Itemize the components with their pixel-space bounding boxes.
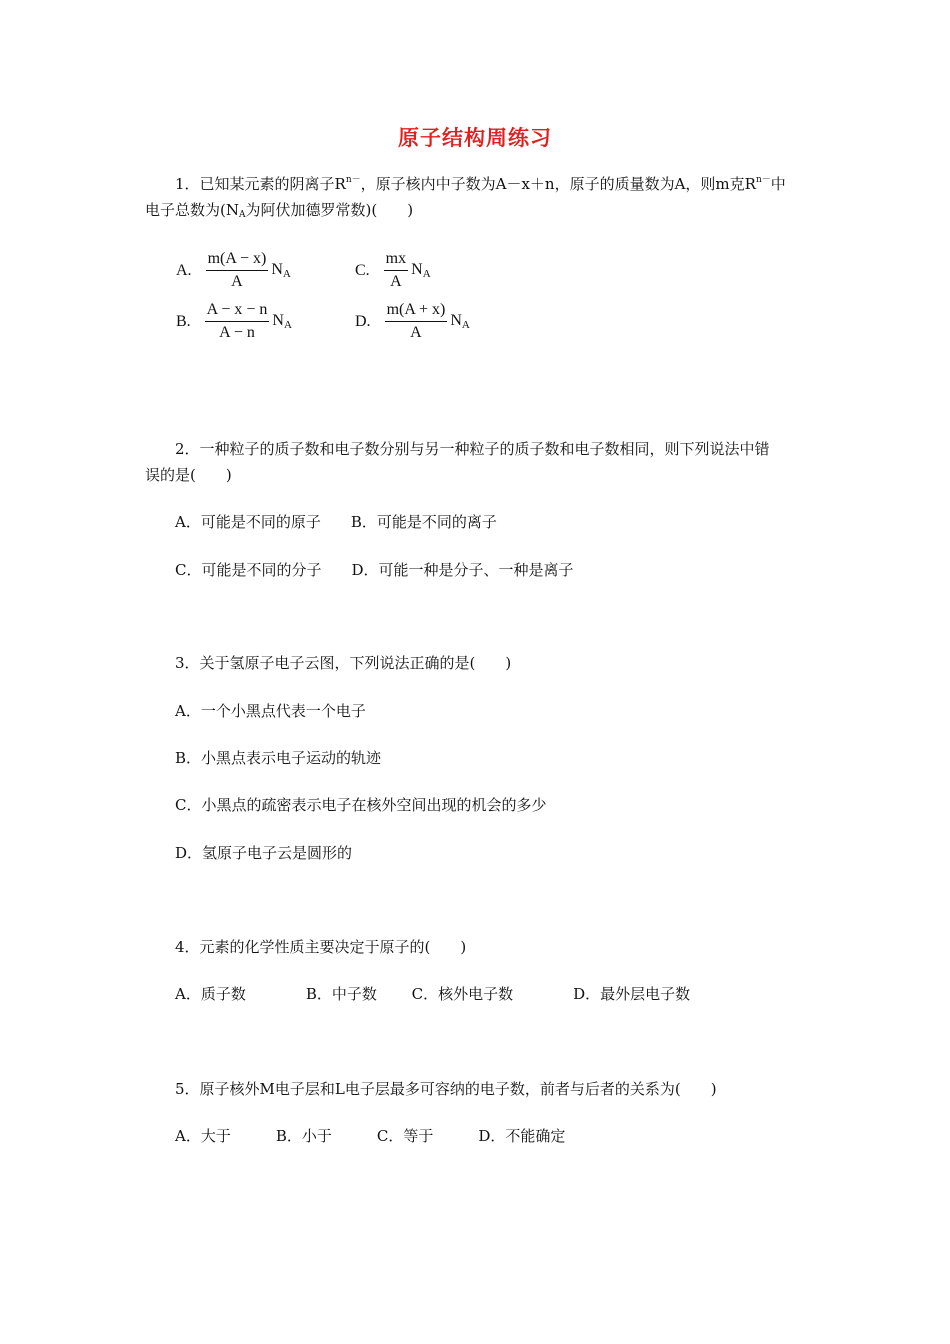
q1-text-d: 电子总数为(N [145,201,239,219]
q1-sub-a: A [238,210,246,220]
q1-text-a: 1．已知某元素的阴离子R [175,175,346,193]
q1-option-d-avogadro [450,312,470,331]
q1-option-b-denominator: A − n [219,324,255,341]
q1-option-a-n-sub: A [282,268,291,280]
q1-option-c-fraction [384,250,408,291]
q1-option-b-numerator: A − x − n [205,301,270,322]
q1-option-b-fraction [205,301,270,342]
q1-option-a-fraction [206,250,269,291]
q1-option-c [355,250,431,291]
q1-option-d-letter: D. [355,312,371,330]
q1-stem-line2 [145,200,413,220]
q1-charge-sup-2: n－ [755,175,771,185]
q3-stem: 3．关于氢原子电子云图，下列说法正确的是( ) [175,654,512,672]
q1-option-c-n: N [411,261,423,278]
q1-option-c-denominator: A [390,273,402,290]
q1-option-d-n-sub: A [461,319,470,331]
q1-option-a-letter: A. [176,261,192,279]
q1-option-a [176,250,291,291]
q1-text-c: 中 [770,175,786,193]
q2-stem-line2: 误的是( ) [145,466,232,484]
q4-options: A．质子数 B．中子数 C．核外电子数 D．最外层电子数 [175,985,691,1003]
q1-charge-sup-1: n－ [345,175,361,185]
q1-text-b: ，原子核内中子数为A－x＋n，原子的质量数为A，则m克R [360,175,756,193]
q1-option-d-numerator: m(A + x) [385,301,448,322]
q3-option-d: D．氢原子电子云是圆形的 [175,844,353,862]
q1-text-e: 为阿伏加德罗常数)( ) [245,201,414,219]
q1-option-d-denominator: A [410,324,422,341]
q2-options-cd: C．可能是不同的分子 D．可能一种是分子、一种是离子 [175,561,574,579]
page-title: 原子结构周练习 [398,126,552,150]
q1-option-b-letter: B. [176,312,191,330]
q1-option-c-letter: C. [355,261,370,279]
q4-stem: 4．元素的化学性质主要决定于原子的( ) [175,938,467,956]
q1-option-b-n: N [272,312,284,329]
q1-option-d-n: N [450,312,462,329]
q1-option-c-n-sub: A [422,268,431,280]
q1-option-b-n-sub: A [283,319,292,331]
q5-options: A．大于 B．小于 C．等于 D．不能确定 [175,1127,566,1145]
q3-option-a: A．一个小黑点代表一个电子 [175,702,366,720]
q1-option-c-avogadro [411,261,431,280]
q1-option-a-n: N [271,261,283,278]
q3-option-c: C．小黑点的疏密表示电子在核外空间出现的机会的多少 [175,796,547,814]
q1-option-b-avogadro [272,312,292,331]
q1-option-c-numerator: mx [384,250,408,271]
q5-stem: 5．原子核外M电子层和L电子层最多可容纳的电子数，前者与后者的关系为( ) [175,1080,717,1098]
q1-option-d-fraction [385,301,448,342]
q1-option-a-numerator: m(A − x) [206,250,269,271]
q2-stem-line1: 2．一种粒子的质子数和电子数分别与另一种粒子的质子数和电子数相同，则下列说法中错 [175,440,770,458]
q3-option-b: B．小黑点表示电子运动的轨迹 [175,749,382,767]
q1-option-d [355,301,470,342]
q1-stem-line1 [175,174,786,194]
q1-option-a-avogadro [271,261,291,280]
q1-option-a-denominator: A [231,273,243,290]
q1-option-b [176,301,292,342]
q2-options-ab: A．可能是不同的原子 B．可能是不同的离子 [175,513,497,531]
